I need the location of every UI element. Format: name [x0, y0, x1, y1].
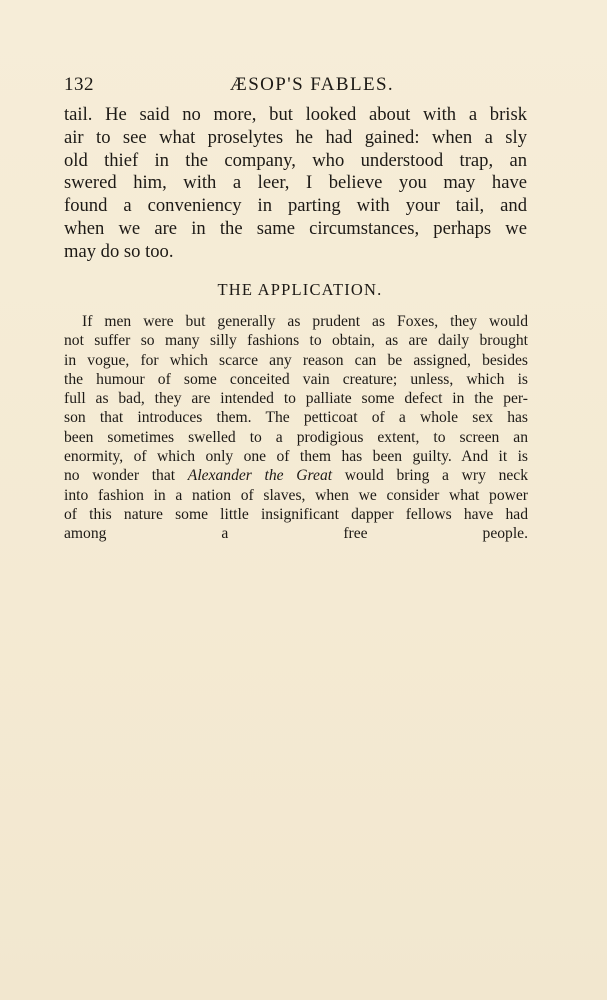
text-line: old thief in the company, who understood trap, an: [64, 149, 527, 171]
text-line: found a conveniency in parting with your tail, and: [64, 195, 527, 217]
italic-name: Alexander the Great: [187, 467, 333, 485]
running-title: ÆSOP'S FABLES.: [229, 74, 395, 95]
text-line: air to see what proselytes he had gained: when a sly: [64, 126, 527, 148]
text-line: tail. He said no more, but looked about with a brisk: [64, 104, 527, 125]
text-line: of this nature some little insignificant dapper fellows have had: [64, 505, 528, 523]
text-line: in vogue, for which scarce any reason can be assigned, besides: [64, 351, 528, 369]
text-line: son that introduces them. The petticoat of a whole sex has: [64, 409, 528, 427]
text-line: not suffer so many silly fashions to obtain, as are daily brought: [64, 332, 528, 350]
text-line: If men were but generally as prudent as Foxes, they would: [82, 313, 528, 330]
fable-paragraph: [64, 104, 527, 264]
text-line: the humour of some conceited vain creature; unless, which is: [64, 370, 528, 388]
text-line: been sometimes swelled to a prodigious extent, to screen an: [64, 428, 528, 446]
text-line: into fashion in a nation of slaves, when we consider what power: [64, 486, 528, 504]
application-paragraph: [64, 312, 528, 544]
text-line: when we are in the same circumstances, perhaps we: [64, 217, 527, 239]
text-line: full as bad, they are intended to palliate some defect in the per-: [64, 390, 528, 408]
text-line: enormity, of which only one of them has been guilty. And it is: [64, 448, 528, 466]
page-number: 132: [64, 74, 94, 95]
application-heading: THE APPLICATION.: [217, 280, 383, 299]
text-segment: no wonder that: [64, 467, 176, 485]
text-line: may do so too.: [64, 240, 174, 262]
text-line: among a free people.: [64, 525, 528, 543]
text-segment: would bring a wry neck: [344, 467, 529, 485]
text-line: swered him, with a leer, I believe you may have: [64, 172, 527, 194]
text-line-with-italic: [64, 466, 528, 485]
page-header: [64, 74, 530, 98]
